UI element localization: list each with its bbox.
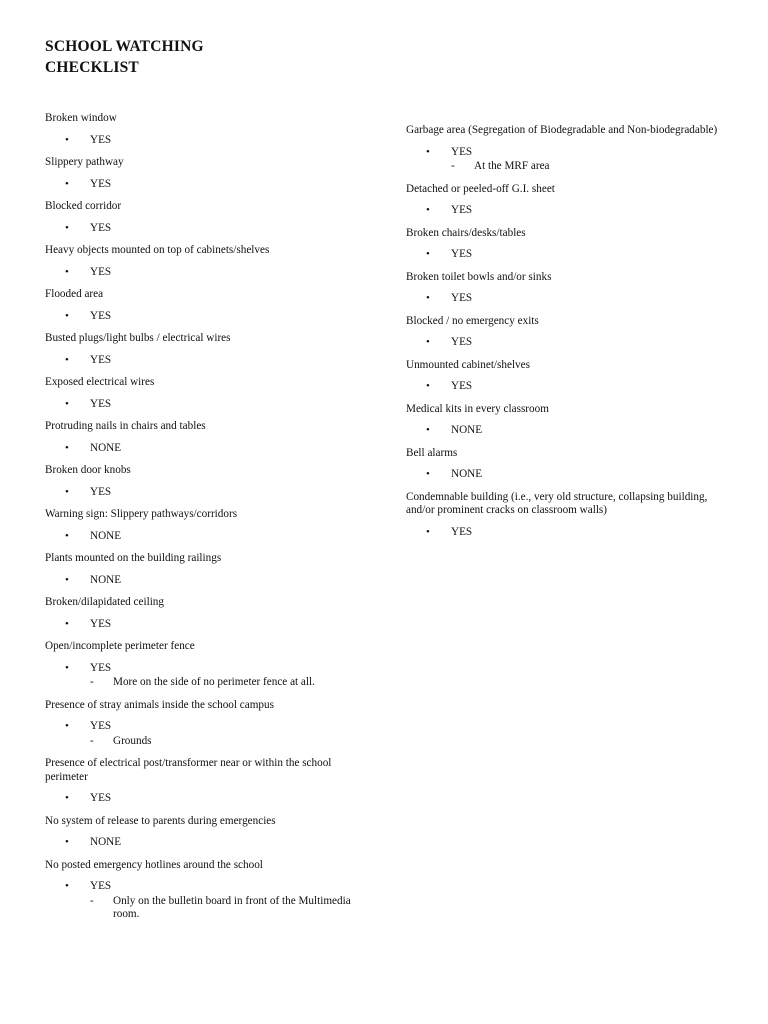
bullet-icon: • (65, 397, 69, 410)
answer-note (90, 735, 375, 749)
checklist-item (45, 200, 375, 235)
checklist-question: Broken toilet bowls and/or sinks (406, 270, 552, 283)
checklist-answer (45, 720, 375, 748)
bullet-icon: • (65, 177, 69, 190)
checklist-answer (406, 468, 726, 482)
checklist-answer (406, 248, 726, 262)
checklist-question: Broken door knobs (45, 464, 131, 476)
answer-value: YES (90, 880, 112, 892)
checklist-item (45, 596, 375, 631)
checklist-answer (45, 792, 375, 806)
checklist-answer (406, 380, 726, 394)
answer-value: YES (451, 292, 473, 304)
bullet-icon: • (426, 204, 430, 216)
checklist-item (45, 757, 375, 806)
checklist-item (406, 447, 726, 482)
checklist-question: Garbage area (Segregation of Biodegradable and Non-biodegradable) (406, 124, 718, 136)
checklist-question: Broken/dilapidated ceiling (45, 596, 164, 608)
answer-value: YES (451, 248, 473, 260)
checklist-answer (45, 880, 375, 922)
answer-note (90, 676, 375, 690)
dash-icon: - (451, 160, 455, 172)
bullet-icon: • (65, 133, 69, 146)
checklist-question: Broken window (45, 112, 117, 124)
answer-value: YES (451, 380, 473, 392)
checklist-item (45, 332, 375, 367)
checklist-question: Exposed electrical wires (45, 376, 155, 388)
answer-value: YES (90, 133, 112, 146)
checklist-question: Broken chairs/desks/tables (406, 226, 526, 239)
note-text: Only on the bulletin board in front of the Multimedia room. (113, 894, 351, 920)
bullet-icon: • (426, 336, 430, 348)
answer-value: YES (90, 720, 112, 732)
checklist-item (406, 227, 726, 262)
dash-icon: - (90, 894, 94, 907)
answer-value: YES (90, 485, 112, 498)
left-checklist-column (45, 112, 375, 931)
checklist-item (406, 183, 726, 218)
dash-icon: - (90, 676, 94, 688)
checklist-question: Presence of stray animals inside the school campus (45, 698, 274, 711)
checklist-answer (45, 178, 375, 192)
checklist-question: Detached or peeled-off G.I. sheet (406, 182, 555, 195)
checklist-question: No posted emergency hotlines around the school (45, 858, 263, 871)
checklist-answer (45, 486, 375, 500)
answer-value: YES (90, 792, 112, 804)
bullet-icon: • (426, 424, 430, 436)
answer-note (90, 895, 375, 922)
checklist-question: Open/incomplete perimeter fence (45, 640, 195, 652)
checklist-item (406, 403, 726, 438)
bullet-icon: • (426, 468, 430, 480)
bullet-icon: • (426, 380, 430, 392)
checklist-question: Slippery pathway (45, 156, 124, 168)
checklist-question: Blocked / no emergency exits (406, 314, 539, 327)
checklist-answer (45, 618, 375, 632)
checklist-item (45, 815, 375, 850)
checklist-answer (45, 266, 375, 280)
answer-value: YES (451, 525, 473, 538)
checklist-answer (406, 526, 726, 540)
checklist-answer (45, 310, 375, 324)
dash-icon: - (90, 734, 94, 747)
checklist-item (45, 699, 375, 749)
checklist-item (45, 288, 375, 323)
answer-note (451, 160, 726, 174)
checklist-question: No system of release to parents during emergencies (45, 814, 276, 827)
bullet-icon: • (65, 880, 69, 892)
checklist-question: Unmounted cabinet/shelves (406, 358, 530, 371)
checklist-question: Protruding nails in chairs and tables (45, 420, 206, 432)
checklist-answer (406, 146, 726, 174)
checklist-item (45, 420, 375, 455)
bullet-icon: • (426, 292, 430, 304)
bullet-icon: • (426, 248, 430, 260)
answer-value: YES (90, 353, 112, 366)
bullet-icon: • (65, 573, 69, 586)
answer-value: YES (451, 145, 473, 158)
answer-value: YES (90, 265, 112, 278)
checklist-item (45, 244, 375, 279)
checklist-item (45, 464, 375, 499)
checklist-question: Plants mounted on the building railings (45, 552, 222, 564)
bullet-icon: • (65, 661, 69, 674)
checklist-item (45, 156, 375, 191)
answer-value: YES (451, 336, 473, 348)
checklist-answer (45, 398, 375, 412)
checklist-answer (406, 336, 726, 350)
answer-value: NONE (90, 529, 122, 542)
answer-value: NONE (451, 468, 483, 480)
bullet-icon: • (426, 525, 430, 538)
note-text: At the MRF area (474, 160, 550, 172)
note-text: More on the side of no perimeter fence at all. (113, 676, 315, 688)
checklist-answer (406, 292, 726, 306)
checklist-answer (45, 222, 375, 236)
checklist-question: Condemnable building (i.e., very old structure, collapsing building, and/or prominent cracks on classroom walls) (406, 490, 708, 516)
bullet-icon: • (65, 792, 69, 804)
bullet-icon: • (65, 720, 69, 732)
bullet-icon: • (65, 309, 69, 322)
checklist-answer (45, 134, 375, 148)
checklist-question: Flooded area (45, 288, 104, 300)
checklist-answer (45, 530, 375, 544)
bullet-icon: • (65, 529, 69, 542)
checklist-answer (406, 204, 726, 218)
checklist-answer (45, 354, 375, 368)
answer-value: YES (451, 204, 473, 216)
checklist-item (45, 640, 375, 690)
answer-value: NONE (451, 424, 483, 436)
checklist-answer (45, 662, 375, 690)
checklist-item (45, 859, 375, 922)
checklist-question: Warning sign: Slippery pathways/corridors (45, 508, 238, 520)
checklist-item (406, 359, 726, 394)
checklist-item (406, 315, 726, 350)
right-checklist-column (406, 124, 726, 548)
checklist-question: Heavy objects mounted on top of cabinets/shelves (45, 244, 270, 256)
checklist-answer (45, 836, 375, 850)
answer-value: YES (90, 309, 112, 322)
bullet-icon: • (65, 485, 69, 498)
checklist-item (45, 508, 375, 543)
answer-value: YES (90, 221, 112, 234)
page-title-line-1: SCHOOL WATCHING (45, 38, 204, 55)
bullet-icon: • (65, 265, 69, 278)
bullet-icon: • (65, 353, 69, 366)
checklist-item (45, 112, 375, 147)
checklist-item (45, 376, 375, 411)
checklist-item (406, 124, 726, 174)
checklist-question: Presence of electrical post/transformer near or within the school perimeter (45, 757, 332, 783)
bullet-icon: • (426, 145, 430, 158)
checklist-answer (406, 424, 726, 438)
bullet-icon: • (65, 221, 69, 234)
checklist-question: Medical kits in every classroom (406, 402, 549, 415)
checklist-item (406, 271, 726, 306)
answer-value: YES (90, 617, 112, 630)
answer-value: YES (90, 397, 112, 410)
checklist-item (406, 491, 726, 540)
checklist-item (45, 552, 375, 587)
note-text: Grounds (113, 734, 152, 747)
checklist-answer (45, 574, 375, 588)
checklist-question: Blocked corridor (45, 200, 122, 212)
answer-value: NONE (90, 836, 122, 848)
page-title-line-2: CHECKLIST (45, 59, 139, 76)
bullet-icon: • (65, 441, 69, 454)
answer-value: NONE (90, 573, 122, 586)
checklist-question: Bell alarms (406, 446, 458, 459)
checklist-question: Busted plugs/light bulbs / electrical wires (45, 332, 231, 344)
answer-value: YES (90, 661, 112, 674)
answer-value: YES (90, 177, 112, 190)
bullet-icon: • (65, 836, 69, 848)
checklist-answer (45, 442, 375, 456)
page-title (45, 36, 204, 78)
answer-value: NONE (90, 441, 122, 454)
bullet-icon: • (65, 617, 69, 630)
